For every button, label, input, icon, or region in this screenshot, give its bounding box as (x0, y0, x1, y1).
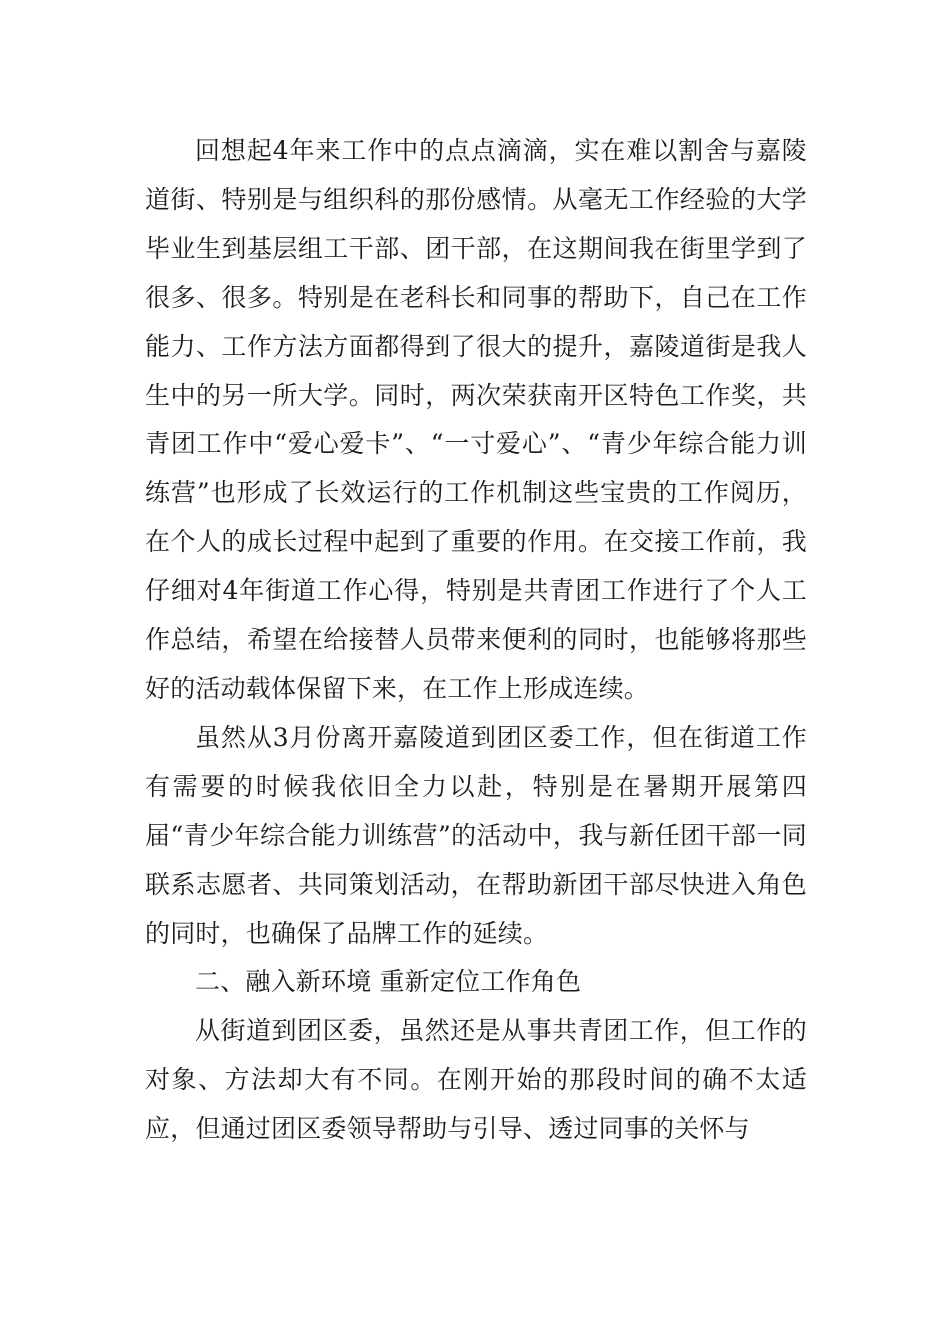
paragraph-1: 回想起4年来工作中的点点滴滴，实在难以割舍与嘉陵道街、特别是与组织科的那份感情。从毫无工作经验的大学毕业生到基层组工干部、团干部，在这期间我在街里学到了很多、很多。特别是在老科长和同事的帮助下，自己在工作能力、工作方法方面都得到了很大的提升，嘉陵道街是我人生中的另一所大学。同时，两次荣获南开区特色工作奖，共青团工作中“爱心爱卡”、“一寸爱心”、“青少年综合能力训练营”也形成了长效运行的工作机制这些宝贵的工作阅历，在个人的成长过程中起到了重要的作用。在交接工作前，我仔细对4年街道工作心得，特别是共青团工作进行了个人工作总结，希望在给接替人员带来便利的同时，也能够将那些好的活动载体保留下来，在工作上形成连续。 (145, 136, 807, 703)
document-body (145, 127, 807, 1154)
paragraph-2: 虽然从3月份离开嘉陵道到团区委工作，但在街道工作有需要的时候我依旧全力以赴，特别是在暑期开展第四届“青少年综合能力训练营”的活动中，我与新任团干部一同联系志愿者、共同策划活动，在帮助新团干部尽快进入角色的同时，也确保了品牌工作的延续。 (145, 722, 807, 948)
section-heading: 二、融入新环境 重新定位工作角色 (195, 967, 582, 997)
paragraph-3: 从街道到团区委，虽然还是从事共青团工作，但工作的对象、方法却大有不同。在刚开始的那段时间的确不太适应，但通过团区委领导帮助与引导、透过同事的关怀与 (145, 1016, 807, 1144)
